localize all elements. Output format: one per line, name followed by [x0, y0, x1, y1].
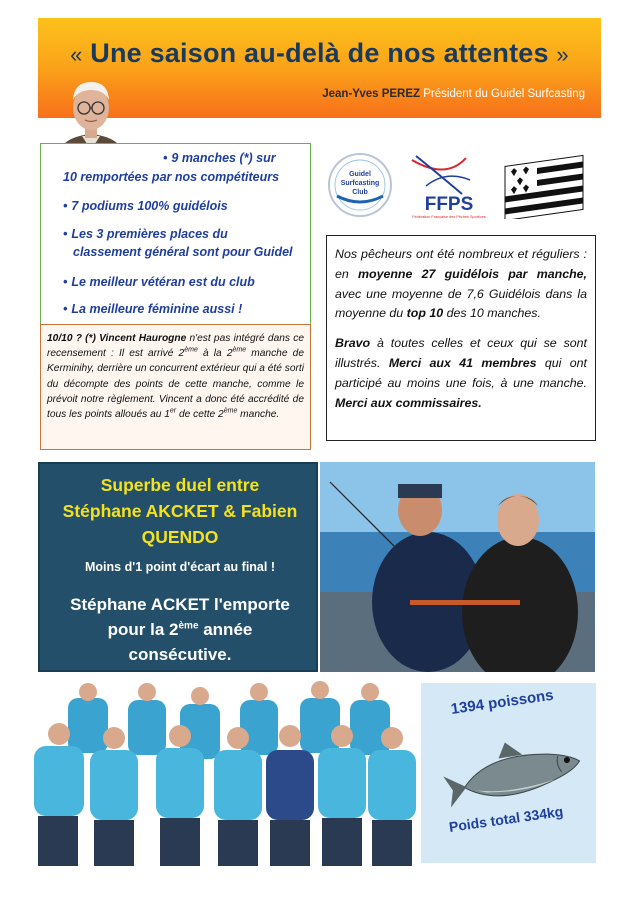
summary-paragraph-1: Nos pêcheurs ont été nombreux et réguliers : en moyenne 27 guidélois par manche, avec une moyenne de 7,6 Guidélois dans la moyenne du top 10 des 10 manches.	[335, 247, 587, 321]
duel-winner: Stéphane ACKET l'emporte pour la 2ème année consécutive.	[70, 595, 290, 664]
stat-item-cont: 10 remportées par nos compétiteurs	[63, 170, 280, 184]
duel-subtitle: Moins d'1 point d'écart au final !	[85, 560, 275, 574]
fish-icon	[443, 735, 588, 815]
title-text: Une saison au-delà de nos attentes	[90, 38, 549, 68]
stat-item: • 9 manches (*) sur	[163, 151, 276, 165]
quote-close: »	[556, 42, 569, 67]
ffps-logo	[406, 150, 492, 222]
summary-paragraph-2: Bravo à toutes celles et ceux qui se sont illustrés. Merci aux 41 membres qui ont participé au moins une fois, à une manche. Merci aux commissaires.	[335, 336, 587, 410]
duel-title: Superbe duel entre Stéphane AKCKET & Fabien QUENDO	[62, 475, 298, 547]
author-line	[322, 88, 585, 100]
stat-item: • La meilleure féminine aussi !	[63, 302, 243, 316]
group-photo	[30, 678, 422, 876]
stat-item: • Les 3 premières places du	[63, 227, 228, 241]
stat-item: • Le meilleur vétéran est du club	[63, 275, 255, 289]
page-title	[38, 38, 601, 69]
author-role: Président du Guidel Surfcasting	[423, 88, 585, 100]
footnote-box: 10/10 ? (*) Vincent Haurogne n'est pas intégré dans ce recensement : Il est arrivé 2ème à la 2ème manche de Kerminihy, derrière un concurrent extérieur qui a été sorti du décompte des points de cette manche, comme le prévoit notre règlement. Vincent a donc été accrédité de tous les points alloués au 1er de cette 2ème manche.	[40, 324, 311, 450]
author-name: Jean-Yves PEREZ	[322, 88, 421, 100]
svg-text:Club: Club	[352, 189, 368, 196]
svg-text:Fédération Française des Pêche: Fédération Française des Pêches Sportives	[412, 215, 486, 219]
summary-box	[326, 235, 596, 441]
fish-stats-box	[421, 683, 596, 863]
duel-photo	[320, 462, 595, 672]
svg-text:FFPS: FFPS	[424, 194, 474, 215]
stat-item: • 7 podiums 100% guidélois	[63, 199, 228, 213]
club-logo	[327, 152, 393, 218]
stat-item-cont: classement général sont pour Guidel	[73, 245, 293, 259]
fish-count: 1394 poissons	[449, 686, 555, 718]
breton-flag-icon	[501, 153, 587, 219]
fish-total-weight: Poids total 334kg	[447, 803, 565, 835]
svg-text:Surfcasting: Surfcasting	[340, 180, 380, 187]
note-lead: 10/10 ? (*) Vincent Haurogne	[47, 333, 187, 344]
svg-text:Guidel: Guidel	[349, 171, 371, 178]
stats-box	[40, 143, 311, 325]
quote-open: «	[70, 42, 83, 67]
duel-box	[38, 462, 318, 672]
